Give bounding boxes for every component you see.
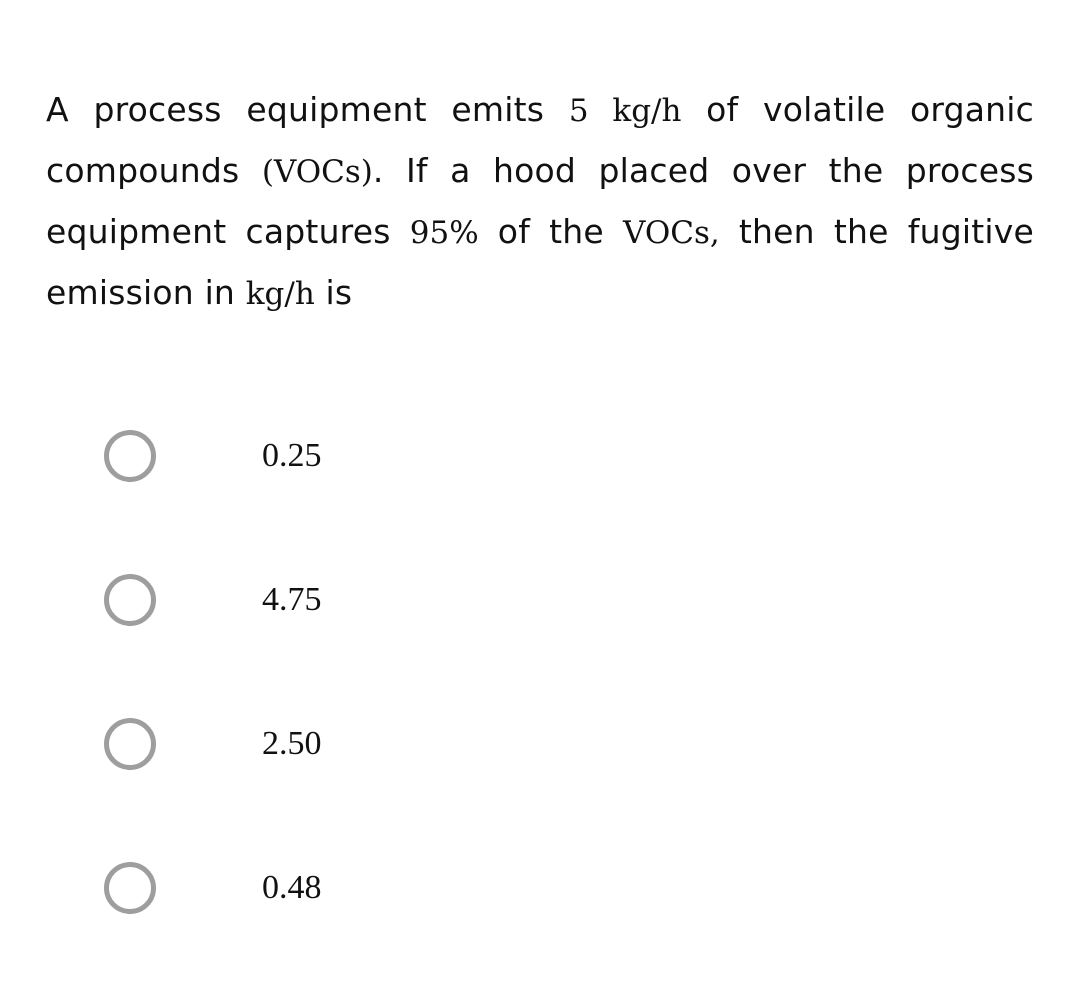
option-label: 0.48	[262, 869, 322, 906]
question-math-unit: kg/h	[245, 276, 315, 312]
question-part: of the	[478, 212, 624, 251]
option-label: 4.75	[262, 581, 322, 618]
radio-icon[interactable]	[104, 862, 156, 914]
option-2[interactable]	[104, 574, 704, 636]
question-part: . If a hood placed over the process equipment captures	[46, 151, 1034, 251]
option-1[interactable]	[104, 430, 704, 492]
option-3[interactable]	[104, 718, 704, 780]
radio-icon[interactable]	[104, 574, 156, 626]
radio-icon[interactable]	[104, 718, 156, 770]
question-part: of volatile organic compounds	[46, 90, 1034, 190]
question-part: A process equipment emits	[46, 90, 569, 129]
question-math-vocs: (VOCs)	[261, 154, 373, 190]
question-math-percent: 95%	[409, 215, 479, 251]
question-part: then the fugitive emission in	[46, 212, 1034, 312]
option-label: 2.50	[262, 725, 322, 762]
question-math-rate: 5 kg/h	[568, 93, 682, 129]
question-part: is	[314, 273, 353, 312]
question-math-vocs-2: VOCs,	[623, 215, 720, 251]
option-4[interactable]	[104, 862, 704, 924]
option-label: 0.25	[262, 437, 322, 474]
radio-icon[interactable]	[104, 430, 156, 482]
